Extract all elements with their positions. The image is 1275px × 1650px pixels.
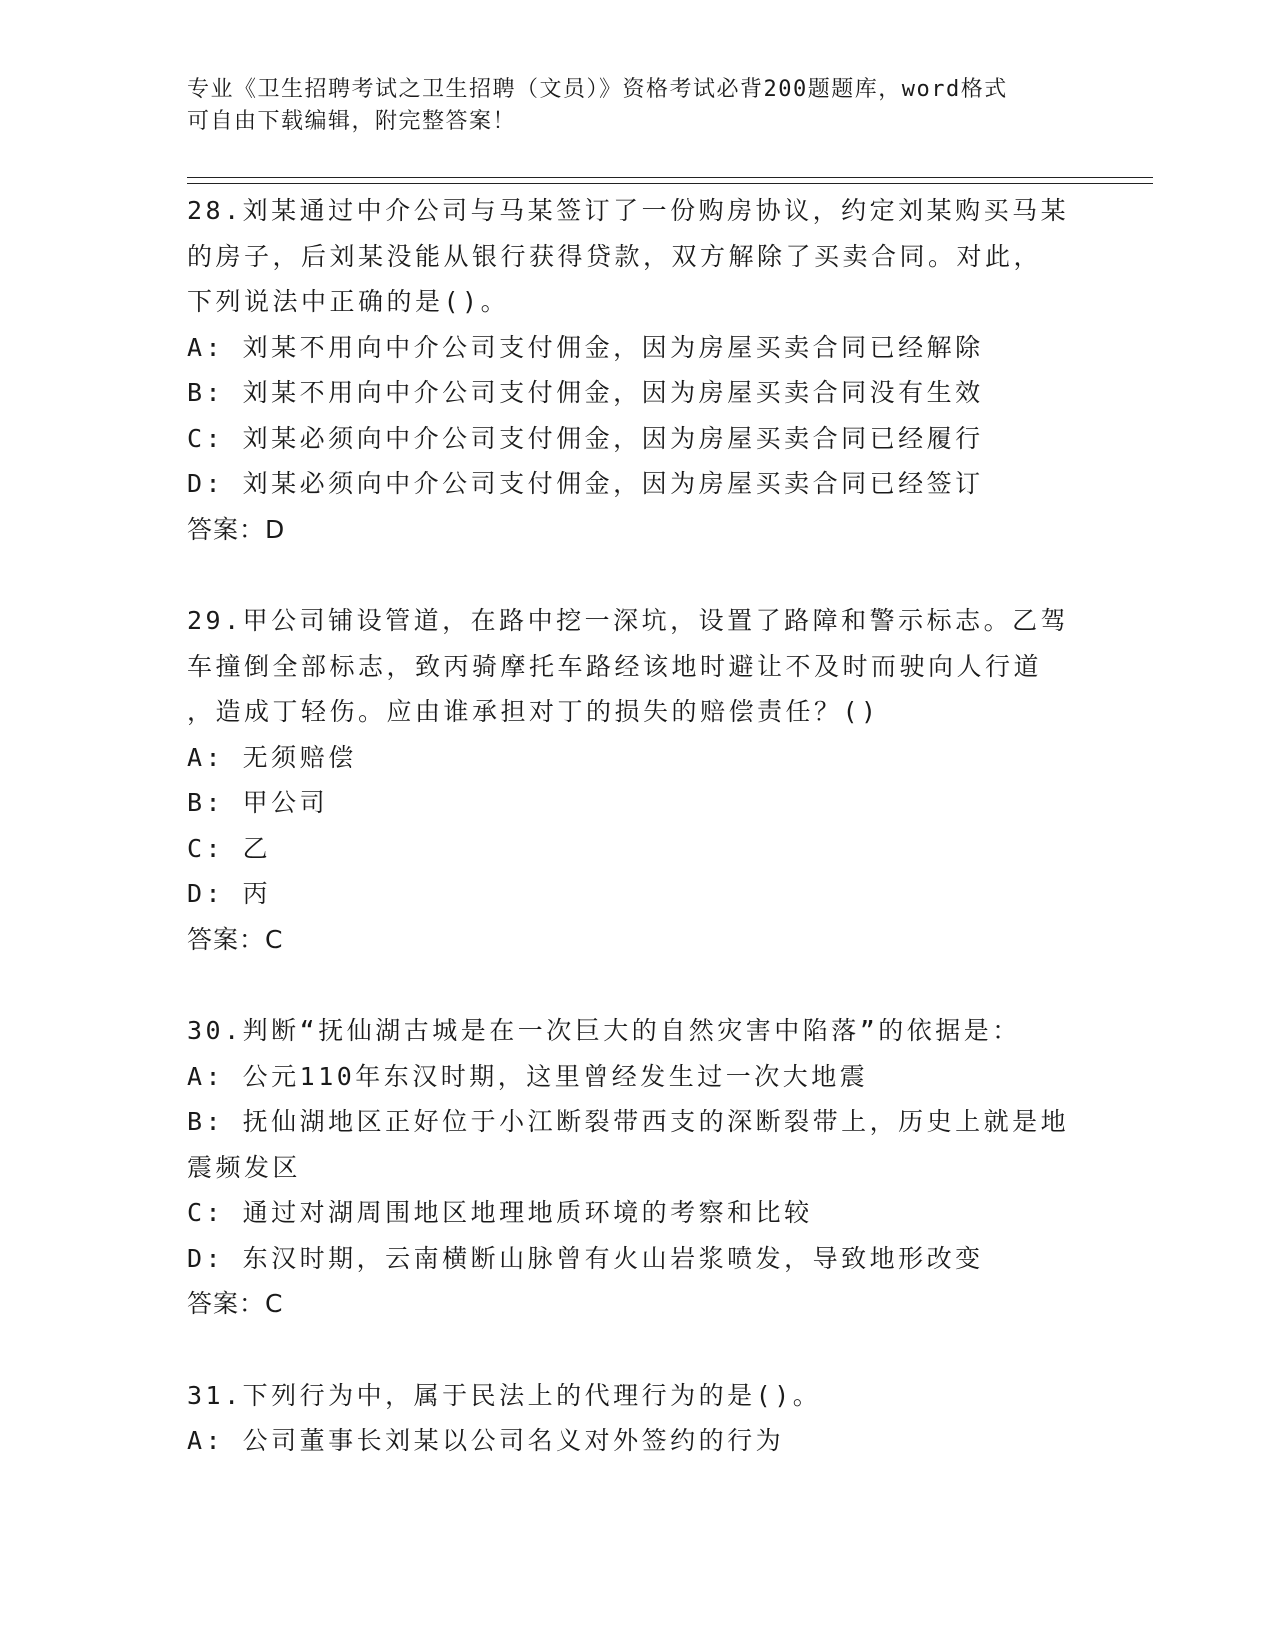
header-divider-bottom xyxy=(187,183,1153,184)
option-a: A: 刘某不用向中介公司支付佣金，因为房屋买卖合同已经解除 xyxy=(187,332,984,362)
question-29 xyxy=(187,598,1087,962)
option-c: C: 通过对湖周围地区地理地质环境的考察和比较 xyxy=(187,1198,813,1227)
question-stem-line: 31.下列行为中，属于民法上的代理行为的是()。 xyxy=(187,1380,822,1410)
option-a: A: 公元110年东汉时期，这里曾经发生过一次大地震 xyxy=(187,1061,869,1091)
question-stem-line: 的房子，后刘某没能从银行获得贷款，双方解除了买卖合同。对此， xyxy=(187,241,1043,271)
option-c: C: 刘某必须向中介公司支付佣金，因为房屋买卖合同已经履行 xyxy=(187,423,984,453)
option-b: B: 抚仙湖地区正好位于小江断裂带西支的深断裂带上，历史上就是地 xyxy=(187,1107,1070,1136)
answer-line: 答案：D xyxy=(187,514,286,544)
header-line-1: 专业《卫生招聘考试之卫生招聘（文员）》资格考试必背200题题库，word格式 xyxy=(187,77,1008,102)
question-stem-line: 29.甲公司铺设管道，在路中挖一深坑，设置了路障和警示标志。乙驾 xyxy=(187,606,1070,635)
question-list xyxy=(187,188,1087,1510)
header-line-2: 可自由下载编辑，附完整答案！ xyxy=(187,109,517,134)
question-stem-line: ，造成丁轻伤。应由谁承担对丁的损失的赔偿责任？() xyxy=(187,697,880,726)
answer-line: 答案：C xyxy=(187,1289,284,1318)
option-a: A: 无须赔偿 xyxy=(187,742,357,772)
question-stem-line: 车撞倒全部标志，致丙骑摩托车路经该地时避让不及时而驶向人行道 xyxy=(187,651,1043,681)
option-d: D: 刘某必须向中介公司支付佣金，因为房屋买卖合同已经签订 xyxy=(187,469,984,498)
option-b: B: 刘某不用向中介公司支付佣金，因为房屋买卖合同没有生效 xyxy=(187,378,984,407)
header-divider-top xyxy=(187,177,1153,178)
answer-line: 答案：C xyxy=(187,924,284,954)
question-31 xyxy=(187,1373,1087,1464)
option-b: B: 甲公司 xyxy=(187,788,329,817)
option-a: A: 公司董事长刘某以公司名义对外签约的行为 xyxy=(187,1426,785,1455)
document-header xyxy=(187,74,1067,138)
option-b-continuation: 震频发区 xyxy=(187,1152,302,1182)
question-30 xyxy=(187,1008,1087,1327)
question-stem-line: 28.刘某通过中介公司与马某签订了一份购房协议，约定刘某购买马某 xyxy=(187,196,1070,225)
question-stem-line: 下列说法中正确的是()。 xyxy=(187,287,510,316)
question-28 xyxy=(187,188,1087,552)
option-d: D: 丙 xyxy=(187,879,272,908)
option-d: D: 东汉时期，云南横断山脉曾有火山岩浆喷发，导致地形改变 xyxy=(187,1243,984,1273)
option-c: C: 乙 xyxy=(187,833,272,863)
question-stem-line: 30.判断“抚仙湖古城是在一次巨大的自然灾害中陷落”的依据是： xyxy=(187,1016,1021,1045)
